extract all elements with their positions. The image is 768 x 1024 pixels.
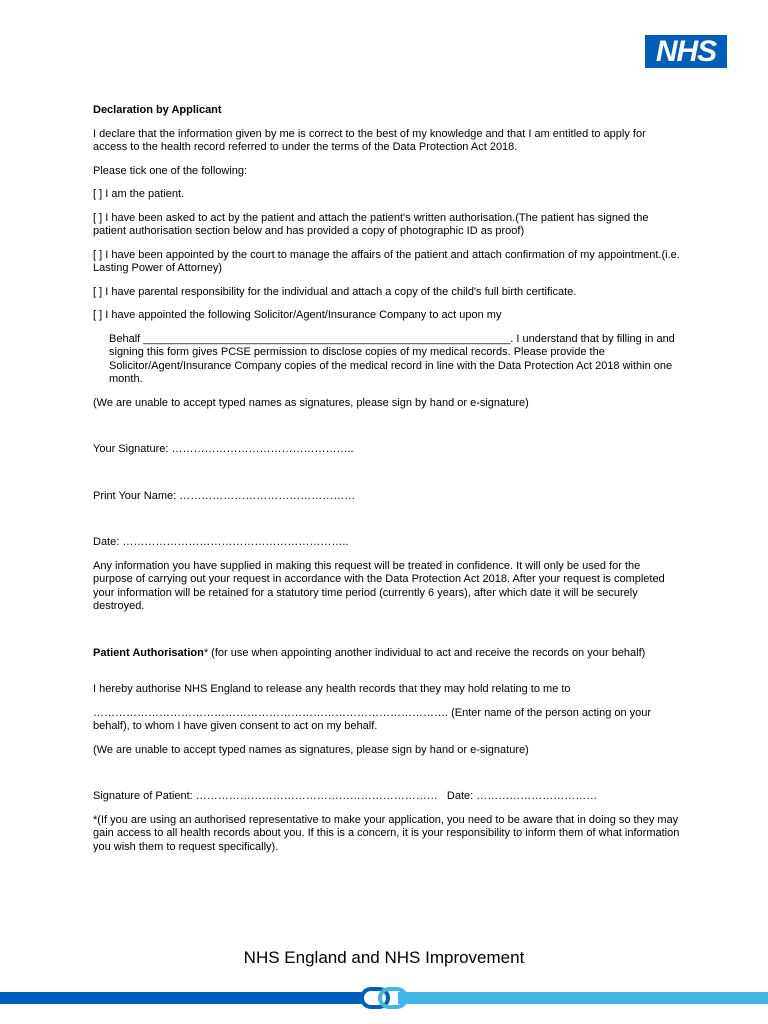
footer-bar-right — [398, 992, 768, 1004]
authorise-statement: I hereby authorise NHS England to release any health records that they may hold relating to me to — [93, 683, 571, 695]
confidentiality-statement: Any information you have supplied in making this request will be treated in confidence. It will only be used for the purpose of carrying out your request in accordance with the Data Protection Act 2018. After your request is completed your information will be retained for a statutory time period (currently 6 years), after which date it will be securely destroyed. — [93, 559, 665, 612]
authorisation-heading-note: * (for use when appointing another individual to act and receive the records on your behalf) — [203, 646, 646, 659]
declaration-intro: I declare that the information given by me is correct to the best of my knowledge and that I am entitled to apply for access to the health record referred to under the terms of the Data Protection Act 2018. — [93, 127, 646, 153]
authorisation-signature-note: (We are unable to accept typed names as signatures, please sign by hand or e-signature) — [93, 743, 529, 756]
option-patient[interactable]: [ ] I am the patient. — [93, 188, 185, 200]
footer-bar-left — [0, 992, 370, 1004]
footer-title: NHS England and NHS Improvement — [243, 948, 525, 967]
chain-link-icon — [356, 984, 412, 1012]
option-parental-responsibility[interactable]: [ ] I have parental responsibility for the individual and attach a copy of the child's full birth certificate. — [93, 285, 577, 298]
authorisation-heading-line — [93, 647, 683, 661]
behalf-statement: Behalf ____________________________________________________________. I understand that by filling in and signing this form gives PCSE permission to disclose copies of my medical records. Please provide the Solicitor/Agent/Insurance Company copies of the medical record in line with the Data Protection Act 2018 within one month. — [109, 332, 675, 385]
option-asked-by-patient[interactable]: [ ] I have been asked to act by the patient and attach the patient's written authorisation.(The patient has signed the patient authorisation section below and has provided a copy of photographic ID as proof) — [93, 211, 649, 237]
form-content — [93, 104, 683, 854]
date-field[interactable]: Date: …………………………………………………….. — [93, 536, 349, 548]
print-name-field[interactable]: Print Your Name: ………………………………………… — [93, 489, 356, 502]
signature-note: (We are unable to accept typed names as signatures, please sign by hand or e-signature) — [93, 396, 529, 409]
patient-date-field[interactable]: Date: …………………………… — [446, 790, 598, 802]
authorisation-footnote: *(If you are using an authorised representative to make your application, you need to be aware that in doing so they may gain access to all health records about you. If this is a concern, it is your responsibility to inform them of what information you wish them to request specifically). — [93, 813, 680, 853]
declaration-heading: Declaration by Applicant — [93, 104, 222, 116]
your-signature-field[interactable]: Your Signature: ………………………………………….. — [93, 443, 354, 455]
nhs-logo: NHS — [645, 35, 727, 68]
option-court-appointed[interactable]: [ ] I have been appointed by the court to manage the affairs of the patient and attach confirmation of my appointment.(i.e. Lasting Power of Attorney) — [93, 248, 680, 274]
patient-signature-row — [93, 790, 683, 804]
authorisation-heading: Patient Authorisation — [93, 646, 204, 659]
representative-field[interactable]: ……………………………………………………………………………………. (Enter name of the person acting on your behalf), to whom I have given consent to act on my behalf. — [93, 706, 652, 732]
tick-prompt: Please tick one of the following: — [93, 164, 248, 177]
patient-signature-field[interactable]: Signature of Patient: ………………………………………………………… — [93, 790, 438, 802]
option-solicitor-agent[interactable]: [ ] I have appointed the following Solicitor/Agent/Insurance Company to act upon my — [93, 309, 502, 321]
